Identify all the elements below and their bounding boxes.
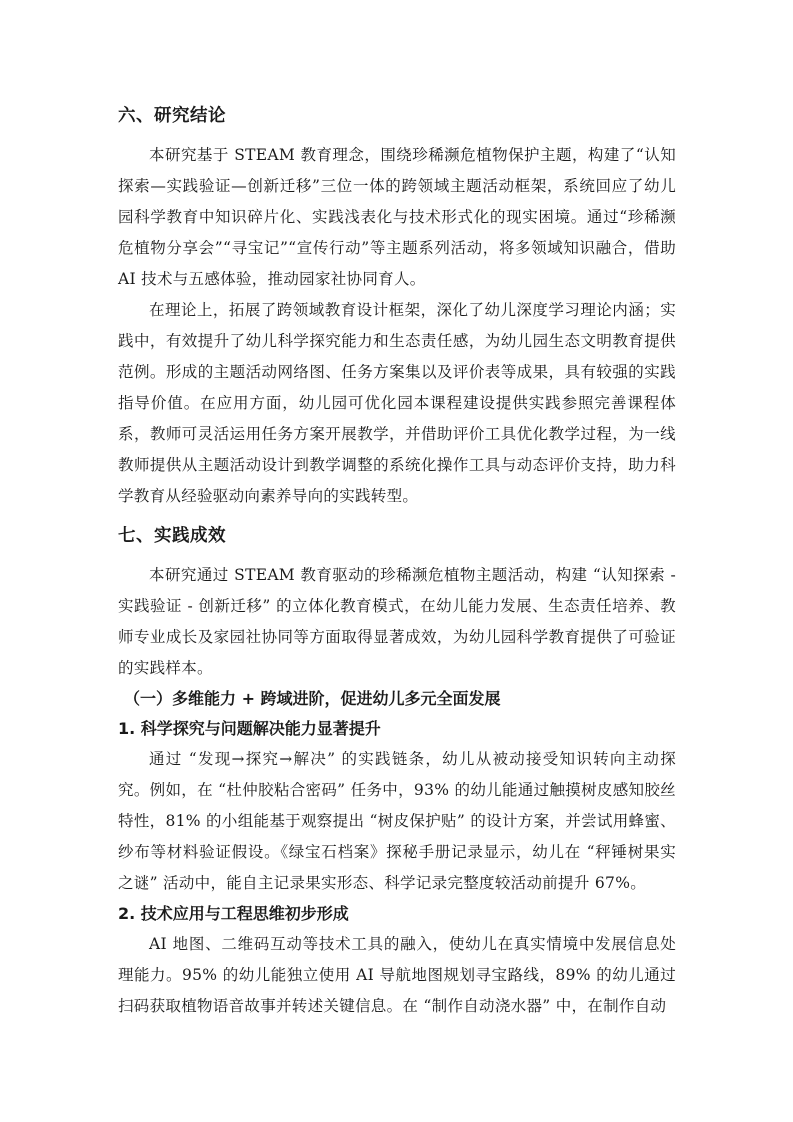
- subsection-1-heading: （一）多维能力 + 跨域进阶，促进幼儿多元全面发展: [124, 689, 501, 708]
- item-1-paragraph: 通过 “发现→探究→解决” 的实践链条，幼儿从被动接受知识转向主动探究。例如，在 “杜仲胶粘合密码” 任务中，93% 的幼儿能通过触摸树皮感知胶丝特性，81% 的小组能基于观察提出 “树皮保护贴” 的设计方案，并尝试用蜂蜜、纱布等材料验证假设。《绿宝石档案》探秘手册记录显示，幼儿在 “秤锤树果实之谜” 活动中，能自主记录果实形态、科学记录完整度较活动前提升 67%。: [118, 750, 676, 892]
- item-1-heading: 1. 科学探究与问题解决能力显著提升: [118, 719, 381, 738]
- item-2-paragraph: AI 地图、二维码互动等技术工具的融入，使幼儿在真实情境中发展信息处理能力。95% 的幼儿能独立使用 AI 导航地图规划寻宝路线，89% 的幼儿通过扫码获取植物语音故事并转述关键信息。在 “制作自动浇水器” 中，在制作自动: [118, 935, 676, 1015]
- section-6-heading: 六、研究结论: [118, 106, 226, 126]
- section-6-paragraph-2: 在理论上，拓展了跨领域教育设计框架，深化了幼儿深度学习理论内涵；实践中，有效提升了幼儿科学探究能力和生态责任感，为幼儿园生态文明教育提供范例。形成的主题活动网络图、任务方案集以及评价表等成果，具有较强的实践指导价值。在应用方面，幼儿园可优化园本课程建设提供实践参照完善课程体系，教师可灵活运用任务方案开展教学，并借助评价工具优化教学过程，为一线教师提供从主题活动设计到教学调整的系统化操作工具与动态评价支持，助力科学教育从经验驱动向素养导向的实践转型。: [118, 301, 676, 505]
- item-2-heading: 2. 技术应用与工程思维初步形成: [118, 904, 349, 923]
- document-page: [118, 98, 676, 1022]
- section-7-paragraph-1: 本研究通过 STEAM 教育驱动的珍稀濒危植物主题活动，构建 “认知探索 - 实践验证 - 创新迁移” 的立体化教育模式，在幼儿能力发展、生态责任培养、教师专业成长及家园社协同等方面取得显著成效，为幼儿园科学教育提供了可验证的实践样本。: [118, 566, 676, 677]
- section-6-paragraph-1: 本研究基于 STEAM 教育理念，围绕珍稀濒危植物保护主题，构建了“认知探索—实践验证—创新迁移”三位一体的跨领域主题活动框架，系统回应了幼儿园科学教育中知识碎片化、实践浅表化与技术形式化的现实困境。通过“珍稀濒危植物分享会”“寻宝记”“宣传行动”等主题系列活动，将多领域知识融合，借助 AI 技术与五感体验，推动园家社协同育人。: [118, 146, 676, 288]
- section-7-heading: 七、实践成效: [118, 526, 226, 546]
